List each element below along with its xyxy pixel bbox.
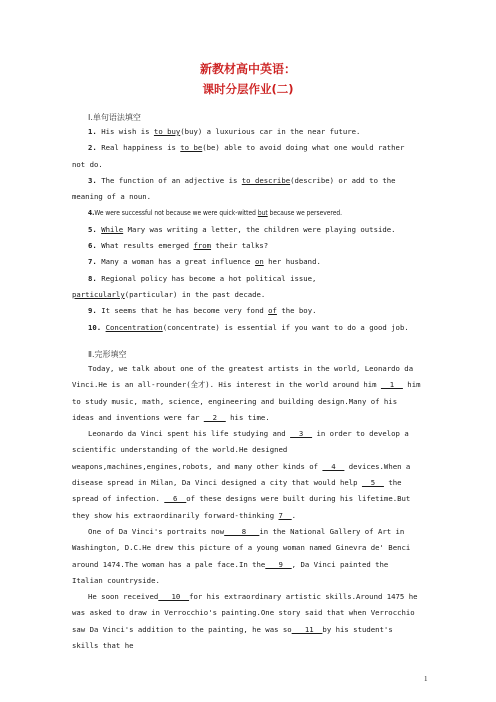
cloze-passage (72, 361, 421, 654)
exercise-item: 5. While Mary was writing a letter, the children were playing outside. (88, 224, 396, 234)
exercise-item: 2. Real happiness is to be(be) able to avoid doing what one would rather not do. (72, 143, 405, 169)
passage-paragraph: Leonardo da Vinci spent his life studying and 3 in order to develop a scientific understanding of the world.He designed weapons,machines,engines,robots, and many other kinds of 4 devices.When a disease spread in Milan, Da Vinci designed a city that would help 5 the spread of infection. 6 of these designs were built during his lifetime.But they show his extraordinarily forward-thinking 7 . (72, 429, 411, 520)
exercise-item: 1. His wish is to buy(buy) a luxurious car in the near future. (88, 127, 361, 136)
section-heading-2: Ⅱ.完形填空 (88, 350, 127, 359)
exercise-item: 7. Many a woman has a great influence on her husband. (88, 257, 321, 267)
document-title: 新教材高中英语： (199, 62, 296, 76)
passage-paragraph: One of Da Vinci's portraits now 8 in the National Gallery of Art in Washington, D.C.He drew this picture of a young woman named Ginevra de' Benci around 1474.The woman has a pale face.In the 9 , Da Vinci painted the Italian countryside. (72, 526, 411, 585)
exercise-item: 6. What results emerged from their talks? (88, 241, 269, 251)
section-heading-1: Ⅰ.单句语法填空 (88, 113, 141, 122)
exercise-list (72, 124, 421, 336)
page-number: 1 (424, 675, 428, 683)
exercise-item: 4.We were successful not because we were quick-witted but because we persevered. (88, 209, 342, 218)
exercise-item: 8. Regional policy has become a hot political issue, particularly(particular) in the past decade. (72, 273, 317, 299)
exercise-item: 10. Concentration(concentrate) is essential if you want to do a good job. (88, 322, 409, 332)
passage-paragraph: He soon received 10 for his extraordinary artistic skills.Around 1475 he was asked to draw in Verrocchio's painting.One story said that when Verrocchio saw Da Vinci's addition to the painting, he was so 11 by his student's skills that he (72, 592, 418, 651)
passage-paragraph: Today, we talk about one of the greatest artists in the world, Leonardo da Vinci.He is an all-rounder(全才). His interest in the world around him 1 him to study music, math, science, engineering and building design.Many of his ideas and inventions were far 2 his time. (72, 364, 421, 422)
exercise-item: 3. The function of an adjective is to describe(describe) or add to the meaning of a noun. (72, 175, 396, 202)
document-subtitle: 课时分层作业(二) (202, 82, 294, 96)
exercise-item: 9. It seems that he has become very fond of the boy. (88, 306, 317, 316)
